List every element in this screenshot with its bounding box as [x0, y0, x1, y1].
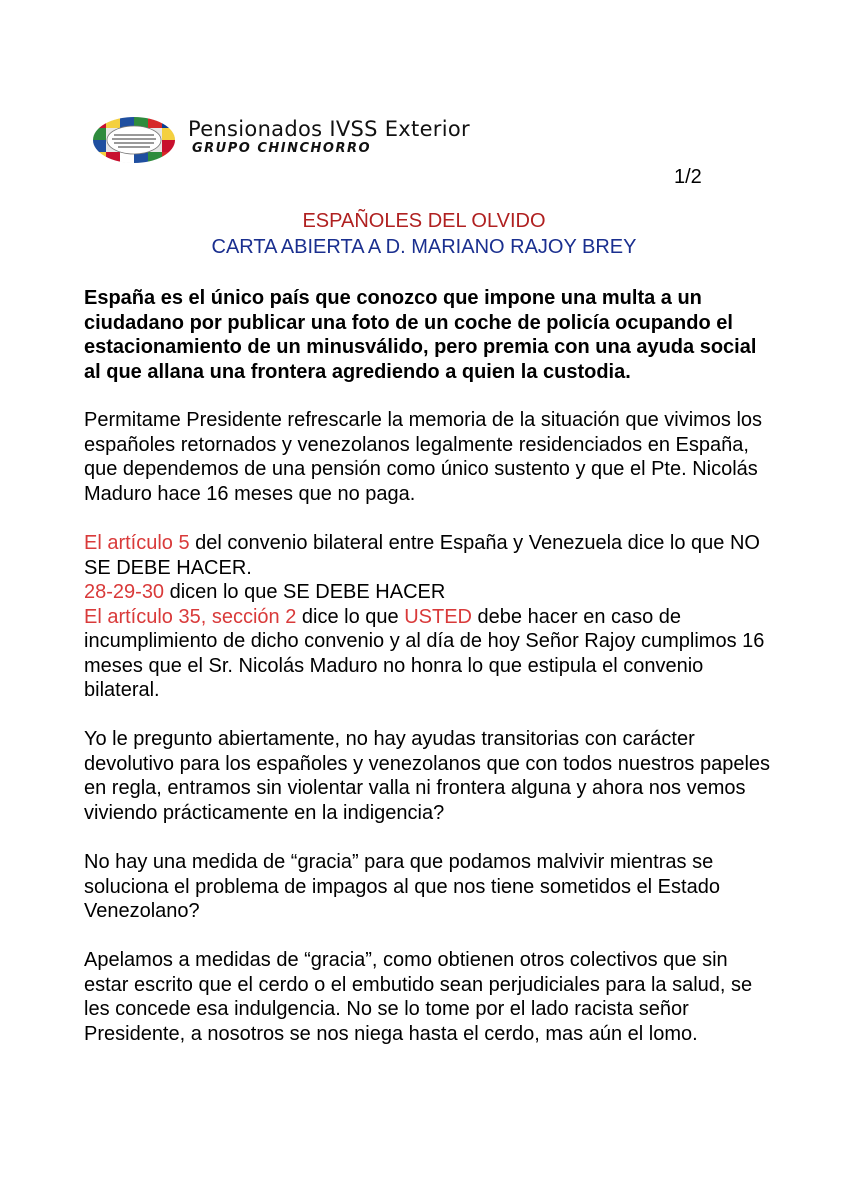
article-5-ref: El artículo 5 [84, 532, 190, 554]
paragraph-gracia: No hay una medida de “gracia” para que podamos malvivir mientras se soluciona el problema de impagos al que nos tiene sometidos el Estado Venezolano? [84, 851, 720, 922]
text-segment: dice lo que [296, 605, 405, 628]
paragraph-intro: España es el único país que conozco que impone una multa a un ciudadano por publicar una foto de un coche de policía ocupando el estacionamiento de un minusválido, pero premia con una ayuda social al que allana una frontera agrediendo a quien la custodia. [84, 287, 757, 383]
article-35-ref: El artículo 35, sección 2 [84, 605, 297, 628]
flags-globe-logo-icon [92, 116, 176, 164]
text-segment: del convenio bilateral entre España y Venezuela dice lo que NO SE DEBE HACER. [84, 532, 760, 579]
page-subtitle: CARTA ABIERTA A D. MARIANO RAJOY BREY [211, 236, 637, 258]
paragraph-situation: Permitame Presidente refrescarle la memoria de la situación que vivimos los españoles retornados y venezolanos legalmente residenciados en España, que dependemos de una pensión como único sustento y que el Pte. Nicolás Maduro hace 16 meses que no paga. [84, 409, 763, 505]
text-segment: dicen lo que SE DEBE HACER [164, 581, 446, 603]
brand-group: GRUPO CHINCHORRO [192, 141, 372, 156]
paragraph-articles [84, 531, 774, 703]
paragraph-appeal: Apelamos a medidas de “gracia”, como obtienen otros colectivos que sin estar escrito que el cerdo o el embutido sean perjudiciales para la salud, se les concede esa indulgencia. No se lo tome por el lado racista señor Presidente, a nosotros se nos niega hasta el cerdo, mas aún el lomo. [84, 949, 753, 1045]
usted-highlight: USTED [404, 605, 472, 628]
page-title: ESPAÑOLES DEL OLVIDO [302, 210, 546, 232]
text-segment: debe hacer en caso de incumplimiento de dicho convenio y al día de hoy Señor Rajoy cumplimos 16 meses que el Sr. Nicolás Maduro no honra lo que estipula el convenio bilateral. [84, 605, 765, 701]
articles-28-30-ref: 28-29-30 [84, 581, 165, 603]
brand-name: Pensionados IVSS Exterior [188, 117, 470, 141]
page-number: 1/2 [674, 166, 702, 188]
letterhead [92, 112, 612, 168]
paragraph-question: Yo le pregunto abiertamente, no hay ayudas transitorias con carácter devolutivo para los españoles y venezolanos que con todos nuestros papeles en regla, entramos sin violentar valla ni frontera alguna y ahora nos vemos viviendo prácticamente en la indigencia? [84, 728, 771, 824]
